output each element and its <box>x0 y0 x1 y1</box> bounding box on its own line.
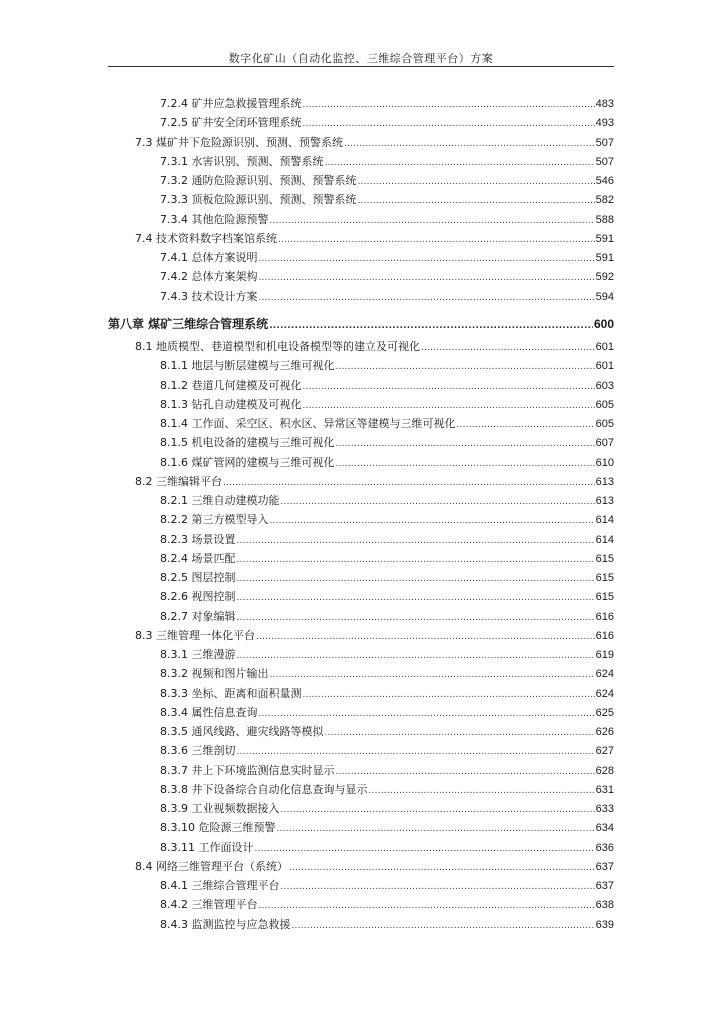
toc-entry-page: 582 <box>595 194 614 206</box>
toc-entry-label: 8.1.2 巷道几何建模及可视化 <box>160 379 302 392</box>
toc-entry-page: 546 <box>595 175 614 187</box>
toc-entry-label: 8.1.3 钻孔自动建模及可视化 <box>160 398 302 411</box>
toc-leader-dots <box>303 398 595 412</box>
toc-entry-label: 7.4.1 总体方案说明 <box>160 251 258 264</box>
toc-entry-label: 8.4.3 监测监控与应急救援 <box>160 918 291 931</box>
toc-leader-dots <box>254 841 594 855</box>
toc-entry-page: 603 <box>595 380 614 392</box>
toc-entry-label: 7.4.2 总体方案架构 <box>160 270 258 283</box>
toc-entry[interactable] <box>160 379 614 393</box>
toc-leader-dots <box>237 533 595 547</box>
toc-entry-label: 8.1 地质模型、巷道模型和机电设备模型等的建立及可视化 <box>135 340 420 353</box>
toc-entry-page: 600 <box>593 317 614 331</box>
toc-entry[interactable] <box>160 552 614 566</box>
toc-entry[interactable] <box>160 706 614 720</box>
toc-entry[interactable] <box>160 590 614 604</box>
toc-entry-page: 601 <box>595 360 614 372</box>
toc-leader-dots <box>270 667 595 681</box>
toc-entry-label: 8.4.1 三维综合管理平台 <box>160 879 280 892</box>
toc-entry-page: 616 <box>595 630 614 642</box>
toc-leader-dots <box>276 821 594 835</box>
toc-entry-label: 8.1.4 工作面、采空区、积水区、异常区等建模与三维可视化 <box>160 417 456 430</box>
toc-entry[interactable] <box>160 174 614 188</box>
toc-leader-dots <box>303 97 595 111</box>
toc-leader-dots <box>281 494 595 508</box>
toc-entry-page: 592 <box>595 271 614 283</box>
toc-entry[interactable] <box>160 725 614 739</box>
toc-entry[interactable] <box>160 764 614 778</box>
toc-entry-label: 7.3.1 水害识别、预测、预警系统 <box>160 155 324 168</box>
toc-entry[interactable] <box>160 610 614 624</box>
toc-leader-dots <box>281 879 595 893</box>
toc-entry-page: 624 <box>595 688 614 700</box>
toc-leader-dots <box>335 436 594 450</box>
toc-entry[interactable] <box>160 193 614 207</box>
toc-leader-dots <box>259 290 595 304</box>
toc-leader-dots <box>237 610 595 624</box>
toc-entry-page: 493 <box>595 117 614 129</box>
toc-entry[interactable] <box>160 155 614 169</box>
toc-leader-dots <box>368 783 594 797</box>
toc-entry-page: 615 <box>595 572 614 584</box>
toc-entry[interactable] <box>135 475 614 489</box>
toc-leader-dots <box>292 918 595 932</box>
toc-entry[interactable] <box>160 494 614 508</box>
toc-entry[interactable] <box>160 290 614 304</box>
toc-entry-label: 8.3.1 三维漫游 <box>160 648 236 661</box>
toc-leader-dots <box>269 317 593 331</box>
toc-leader-dots <box>335 359 594 373</box>
toc-leader-dots <box>278 232 595 246</box>
toc-leader-dots <box>259 706 595 720</box>
toc-entry[interactable] <box>135 629 614 643</box>
toc-entry-label: 8.2.7 对象编辑 <box>160 610 236 623</box>
toc-leader-dots <box>270 213 595 227</box>
toc-entry[interactable] <box>160 417 614 431</box>
toc-entry[interactable] <box>160 533 614 547</box>
toc-leader-dots <box>237 552 595 566</box>
toc-leader-dots <box>237 590 595 604</box>
toc-entry-label: 8.3.6 三维剖切 <box>160 744 236 757</box>
toc-entry-label: 8.2.2 第三方模型导入 <box>160 513 269 526</box>
toc-entry-label: 7.3.4 其他危险源预警 <box>160 213 269 226</box>
toc-entry-page: 588 <box>595 214 614 226</box>
toc-entry-label: 8.3.9 工业视频数据接入 <box>160 802 280 815</box>
toc-entry[interactable] <box>160 213 614 227</box>
toc-entry-label: 7.4 技术资料数字档案馆系统 <box>135 232 277 245</box>
toc-entry[interactable] <box>160 513 614 527</box>
header-rule <box>108 66 614 67</box>
toc-entry-label: 8.2.4 场景匹配 <box>160 552 236 565</box>
toc-entry[interactable] <box>160 648 614 662</box>
toc-entry-page: 607 <box>595 437 614 449</box>
toc-entry-label: 7.3.3 顶板危险源识别、预测、预警系统 <box>160 193 357 206</box>
toc-entry[interactable] <box>160 841 614 855</box>
toc-entry-label: 8.2.1 三维自动建模功能 <box>160 494 280 507</box>
toc-entry-label: 8.1.1 地层与断层建模与三维可视化 <box>160 359 335 372</box>
toc-entry-label: 第八章 煤矿三维综合管理系统 <box>108 317 269 331</box>
toc-entry-label: 8.3.7 井上下环境监测信息实时显示 <box>160 764 335 777</box>
toc-leader-dots <box>303 379 595 393</box>
toc-entry-page: 625 <box>595 707 614 719</box>
toc-leader-dots <box>259 270 595 284</box>
toc-entry[interactable] <box>160 918 614 932</box>
toc-leader-dots <box>237 571 595 585</box>
toc-leader-dots <box>223 475 595 489</box>
toc-chapter-entry[interactable] <box>108 317 614 331</box>
toc-entry-label: 7.3 煤矿井下危险源识别、预测、预警系统 <box>135 136 343 149</box>
toc-entry-label: 8.1.6 煤矿管网的建模与三维可视化 <box>160 456 335 469</box>
toc-entry-page: 614 <box>595 534 614 546</box>
toc-leader-dots <box>259 898 595 912</box>
toc-leader-dots <box>335 764 594 778</box>
toc-entry[interactable] <box>160 783 614 797</box>
toc-entry-page: 591 <box>595 233 614 245</box>
toc-entry[interactable] <box>160 571 614 585</box>
toc-entry-page: 507 <box>595 137 614 149</box>
toc-entry-label: 8.4.2 三维管理平台 <box>160 898 258 911</box>
toc-entry-page: 601 <box>595 341 614 353</box>
toc-entry-page: 616 <box>595 611 614 623</box>
toc-entry[interactable] <box>135 340 614 354</box>
toc-entry-label: 7.3.2 通防危险源识别、预测、预警系统 <box>160 174 357 187</box>
toc-entry-page: 615 <box>595 553 614 565</box>
toc-entry-page: 626 <box>595 726 614 738</box>
toc-entry-page: 614 <box>595 514 614 526</box>
toc-leader-dots <box>237 744 595 758</box>
toc-entry-label: 8.3.4 属性信息查询 <box>160 706 258 719</box>
toc-leader-dots <box>357 174 594 188</box>
toc-leader-dots <box>270 513 595 527</box>
toc-entry-label: 8.3.11 工作面设计 <box>160 841 254 854</box>
toc-leader-dots <box>357 193 594 207</box>
toc-leader-dots <box>303 687 595 701</box>
toc-entry[interactable] <box>160 270 614 284</box>
toc-entry[interactable] <box>160 879 614 893</box>
toc-entry-page: 613 <box>595 476 614 488</box>
toc-entry-page: 610 <box>595 457 614 469</box>
toc-entry-label: 7.4.3 技术设计方案 <box>160 290 258 303</box>
toc-entry[interactable] <box>160 821 614 835</box>
toc-entry-page: 627 <box>595 745 614 757</box>
toc-entry[interactable] <box>160 97 614 111</box>
toc-entry[interactable] <box>160 456 614 470</box>
toc-leader-dots <box>325 725 595 739</box>
toc-entry-label: 8.4 网络三维管理平台（系统） <box>135 860 288 873</box>
toc-entry[interactable] <box>160 398 614 412</box>
toc-entry-page: 633 <box>595 803 614 815</box>
toc-entry-page: 639 <box>595 919 614 931</box>
toc-entry-page: 507 <box>595 156 614 168</box>
toc-entry-page: 613 <box>595 495 614 507</box>
toc-entry[interactable] <box>160 687 614 701</box>
toc-entry-page: 636 <box>595 842 614 854</box>
toc-entry-page: 631 <box>595 784 614 796</box>
toc-leader-dots <box>456 417 594 431</box>
toc-entry[interactable] <box>135 136 614 150</box>
toc-entry[interactable] <box>135 860 614 874</box>
toc-leader-dots <box>237 648 595 662</box>
toc-entry-page: 624 <box>595 668 614 680</box>
toc-entry-label: 8.2 三维编辑平台 <box>135 475 222 488</box>
page-header-title: 数字化矿山（自动化监控、三维综合管理平台）方案 <box>228 52 494 65</box>
toc-entry-page: 483 <box>595 98 614 110</box>
toc-entry-page: 638 <box>595 899 614 911</box>
toc-entry-page: 615 <box>595 591 614 603</box>
toc-entry-label: 7.2.4 矿井应急救援管理系统 <box>160 97 302 110</box>
toc-entry-page: 628 <box>595 765 614 777</box>
toc-entry-label: 8.3 三维管理一体化平台 <box>135 629 255 642</box>
toc-entry[interactable] <box>160 898 614 912</box>
toc-entry-page: 637 <box>595 880 614 892</box>
toc-entry[interactable] <box>160 744 614 758</box>
toc-entry-label: 8.3.5 通风线路、避灾线路等模拟 <box>160 725 324 738</box>
toc-entry-label: 7.2.5 矿井安全闭环管理系统 <box>160 116 302 129</box>
toc-leader-dots <box>325 155 595 169</box>
toc-entry-label: 8.2.3 场景设置 <box>160 533 236 546</box>
toc-leader-dots <box>259 251 595 265</box>
toc-entry-label: 8.1.5 机电设备的建模与三维可视化 <box>160 436 335 449</box>
toc-leader-dots <box>421 340 595 354</box>
toc-leader-dots <box>303 116 595 130</box>
toc-leader-dots <box>281 802 595 816</box>
toc-entry[interactable] <box>135 232 614 246</box>
toc-entry[interactable] <box>160 667 614 681</box>
toc-leader-dots <box>344 136 595 150</box>
toc-entry-label: 8.3.10 危险源三维预警 <box>160 821 276 834</box>
toc-entry[interactable] <box>160 116 614 130</box>
toc-entry[interactable] <box>160 251 614 265</box>
toc-entry-label: 8.3.8 井下设备综合自动化信息查询与显示 <box>160 783 368 796</box>
toc-leader-dots <box>256 629 595 643</box>
toc-entry[interactable] <box>160 802 614 816</box>
toc-entry-label: 8.3.3 坐标、距离和面积量测 <box>160 687 302 700</box>
toc-entry[interactable] <box>160 359 614 373</box>
toc-leader-dots <box>335 456 594 470</box>
toc-entry[interactable] <box>160 436 614 450</box>
toc-leader-dots <box>289 860 595 874</box>
toc-entry-page: 594 <box>595 291 614 303</box>
toc-entry-label: 8.2.6 视图控制 <box>160 590 236 603</box>
toc-entry-label: 8.2.5 图层控制 <box>160 571 236 584</box>
toc-entry-page: 605 <box>595 418 614 430</box>
toc-entry-page: 634 <box>595 822 614 834</box>
toc-entry-page: 637 <box>595 861 614 873</box>
toc-entry-label: 8.3.2 视频和图片输出 <box>160 667 269 680</box>
toc-entry-page: 605 <box>595 399 614 411</box>
toc-entry-page: 591 <box>595 252 614 264</box>
toc-entry-page: 619 <box>595 649 614 661</box>
